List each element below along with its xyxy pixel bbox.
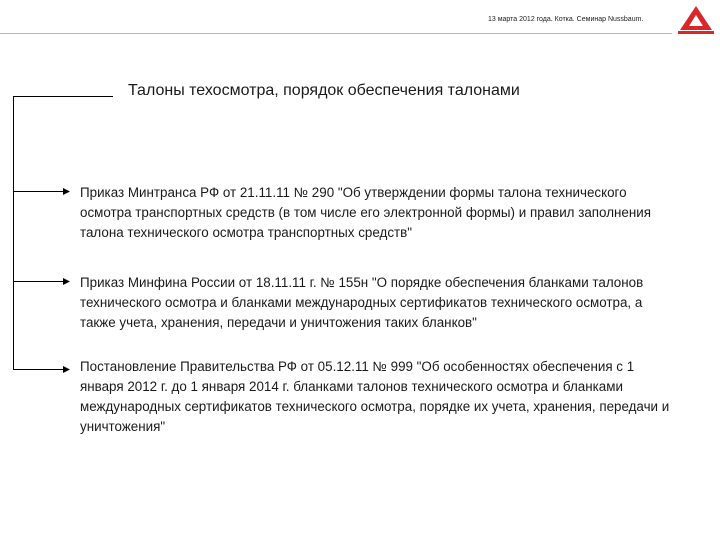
arrow-icon [63,278,70,285]
arrow-icon [63,366,70,373]
list-item-order-155n: Приказ Минфина России от 18.11.11 г. № 155н "О порядке обеспечения бланками талонов технического осмотра и бланками международных сертификатов технического осмотра, а также учета, хранения, передачи и уничтожения таких бланков" [80,275,644,330]
list-item-resolution-999: Постановление Правительства РФ от 05.12.11 № 999 "Об особенностях обеспечения с 1 января 2012 г. до 1 января 2014 г. бланками талонов технического осмотра и бланками международных сертификатов технического осмотра, порядке их учета, хранения, передачи и уничтожения" [80,359,670,434]
header-text: 13 марта 2012 года. Котка. Семинар Nussbaum. [488,16,644,23]
arrow-icon [63,188,70,195]
slide-title: Талоны техосмотра, порядок обеспечения талонами [128,82,520,99]
list-item-order-290: Приказ Минтранса РФ от 21.11.11 № 290 "Об утверждении формы талона технического осмотра транспортных средств (в том числе его электронной формы) и правил заполнения талона технического осмотра транспортных средств" [80,185,651,240]
